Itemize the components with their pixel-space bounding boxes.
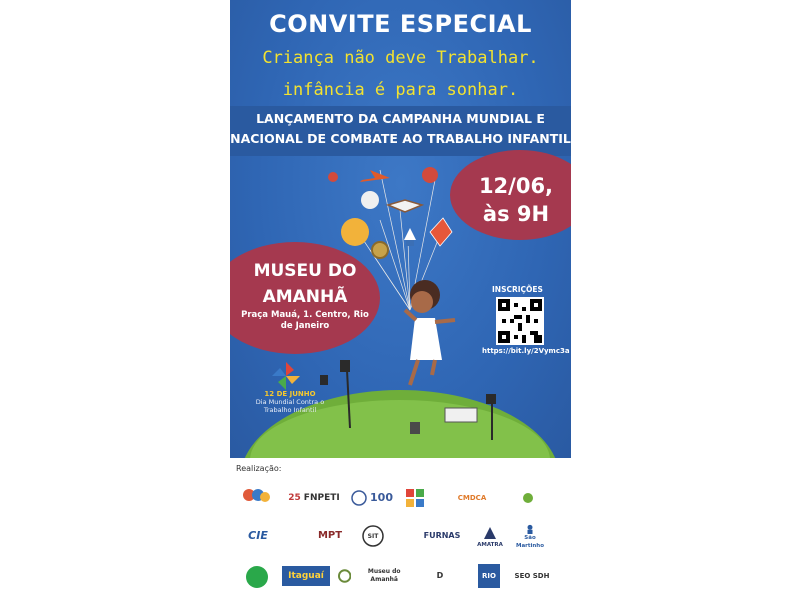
day-badge-subtitle: Dia Mundial Contra o Trabalho Infantil	[255, 398, 325, 414]
park-bench	[445, 408, 477, 422]
poster-title: CONVITE ESPECIAL	[269, 10, 532, 38]
date-text	[462, 172, 570, 228]
registration-label: INSCRIÇÕES	[492, 285, 543, 294]
itaguai-name: Itaguaí	[288, 571, 324, 581]
campaign-line-1: LANÇAMENTO DA CAMPANHA MUNDIAL E	[256, 111, 545, 126]
itaguai-logo	[282, 566, 330, 586]
furnas-name: FURNAS	[423, 531, 461, 540]
green-circle-logo	[244, 564, 270, 590]
balloon-red-icon	[422, 167, 438, 183]
venue-line-1: MUSEU DO	[253, 261, 357, 281]
mpt-name: MPT	[317, 530, 343, 541]
balloon-white-icon	[361, 191, 379, 209]
qr-code-icon[interactable]	[496, 297, 544, 345]
venue-line-2: AMANHÃ	[262, 287, 348, 307]
campaign-line-2: NACIONAL DE COMBATE AO TRABALHO INFANTIL	[230, 131, 571, 146]
mpt-logo	[310, 526, 350, 546]
museu-name: Museu do Amanhã	[367, 568, 401, 583]
fnpeti-years: 25	[288, 493, 301, 503]
venue-address: Praça Mauá, 1. Centro, Rio de Janeiro	[241, 310, 369, 331]
defensoria-logo: D	[436, 571, 444, 580]
book-icon	[388, 200, 422, 212]
cie-logo: CIE	[248, 529, 268, 542]
amatra-logo	[476, 522, 504, 552]
sit-label: SIT	[367, 533, 379, 540]
registration-link[interactable]: https://bit.ly/2Vymc3a	[482, 347, 570, 355]
slogan-line-1: Criança não deve Trabalhar.	[262, 48, 539, 68]
toy-plane-icon	[360, 170, 390, 182]
campaign-heading	[230, 109, 571, 149]
kite-icon	[430, 218, 452, 246]
trash-can	[410, 422, 420, 434]
fnpeti-logo	[285, 490, 343, 506]
amatra-name: AMATRA	[477, 542, 503, 548]
rio-name: RIO	[482, 572, 496, 580]
gear-icon	[372, 242, 388, 258]
furnas-logo	[418, 528, 466, 544]
federal-seal-logo	[402, 486, 428, 510]
venue-name	[240, 258, 370, 310]
cmdp-logo	[502, 488, 554, 508]
sponsors-label: Realização:	[236, 464, 282, 473]
invitation-poster	[230, 0, 571, 600]
seo-sdh-logo	[512, 564, 552, 588]
oit-logo: 100	[348, 488, 396, 508]
rio-prefeitura-logo	[478, 564, 500, 588]
cmdca-name: CMDCA	[457, 494, 487, 502]
seo-name: SEO SDH	[514, 572, 550, 580]
girl-figure	[405, 280, 455, 385]
rocket-icon	[404, 228, 416, 240]
sao-martinho-name: São Martinho	[515, 535, 545, 549]
date-line-1: 12/06,	[478, 174, 554, 198]
fnpeti-name: FNPETI	[303, 493, 340, 503]
sponsor-logos	[230, 458, 571, 600]
balloon-red-small-icon	[328, 172, 338, 182]
fnpeti-hands-logo	[240, 486, 272, 508]
museu-logo	[338, 566, 414, 586]
sao-martinho-logo	[510, 524, 550, 550]
day-badge-title: 12 DE JUNHO	[264, 390, 316, 398]
date-line-2: às 9H	[482, 202, 550, 226]
slogan-line-2: infância é para sonhar.	[282, 80, 519, 100]
pinwheel-icon	[272, 362, 300, 390]
cmdca-logo	[452, 488, 492, 508]
balloon-yellow-icon	[341, 218, 369, 246]
